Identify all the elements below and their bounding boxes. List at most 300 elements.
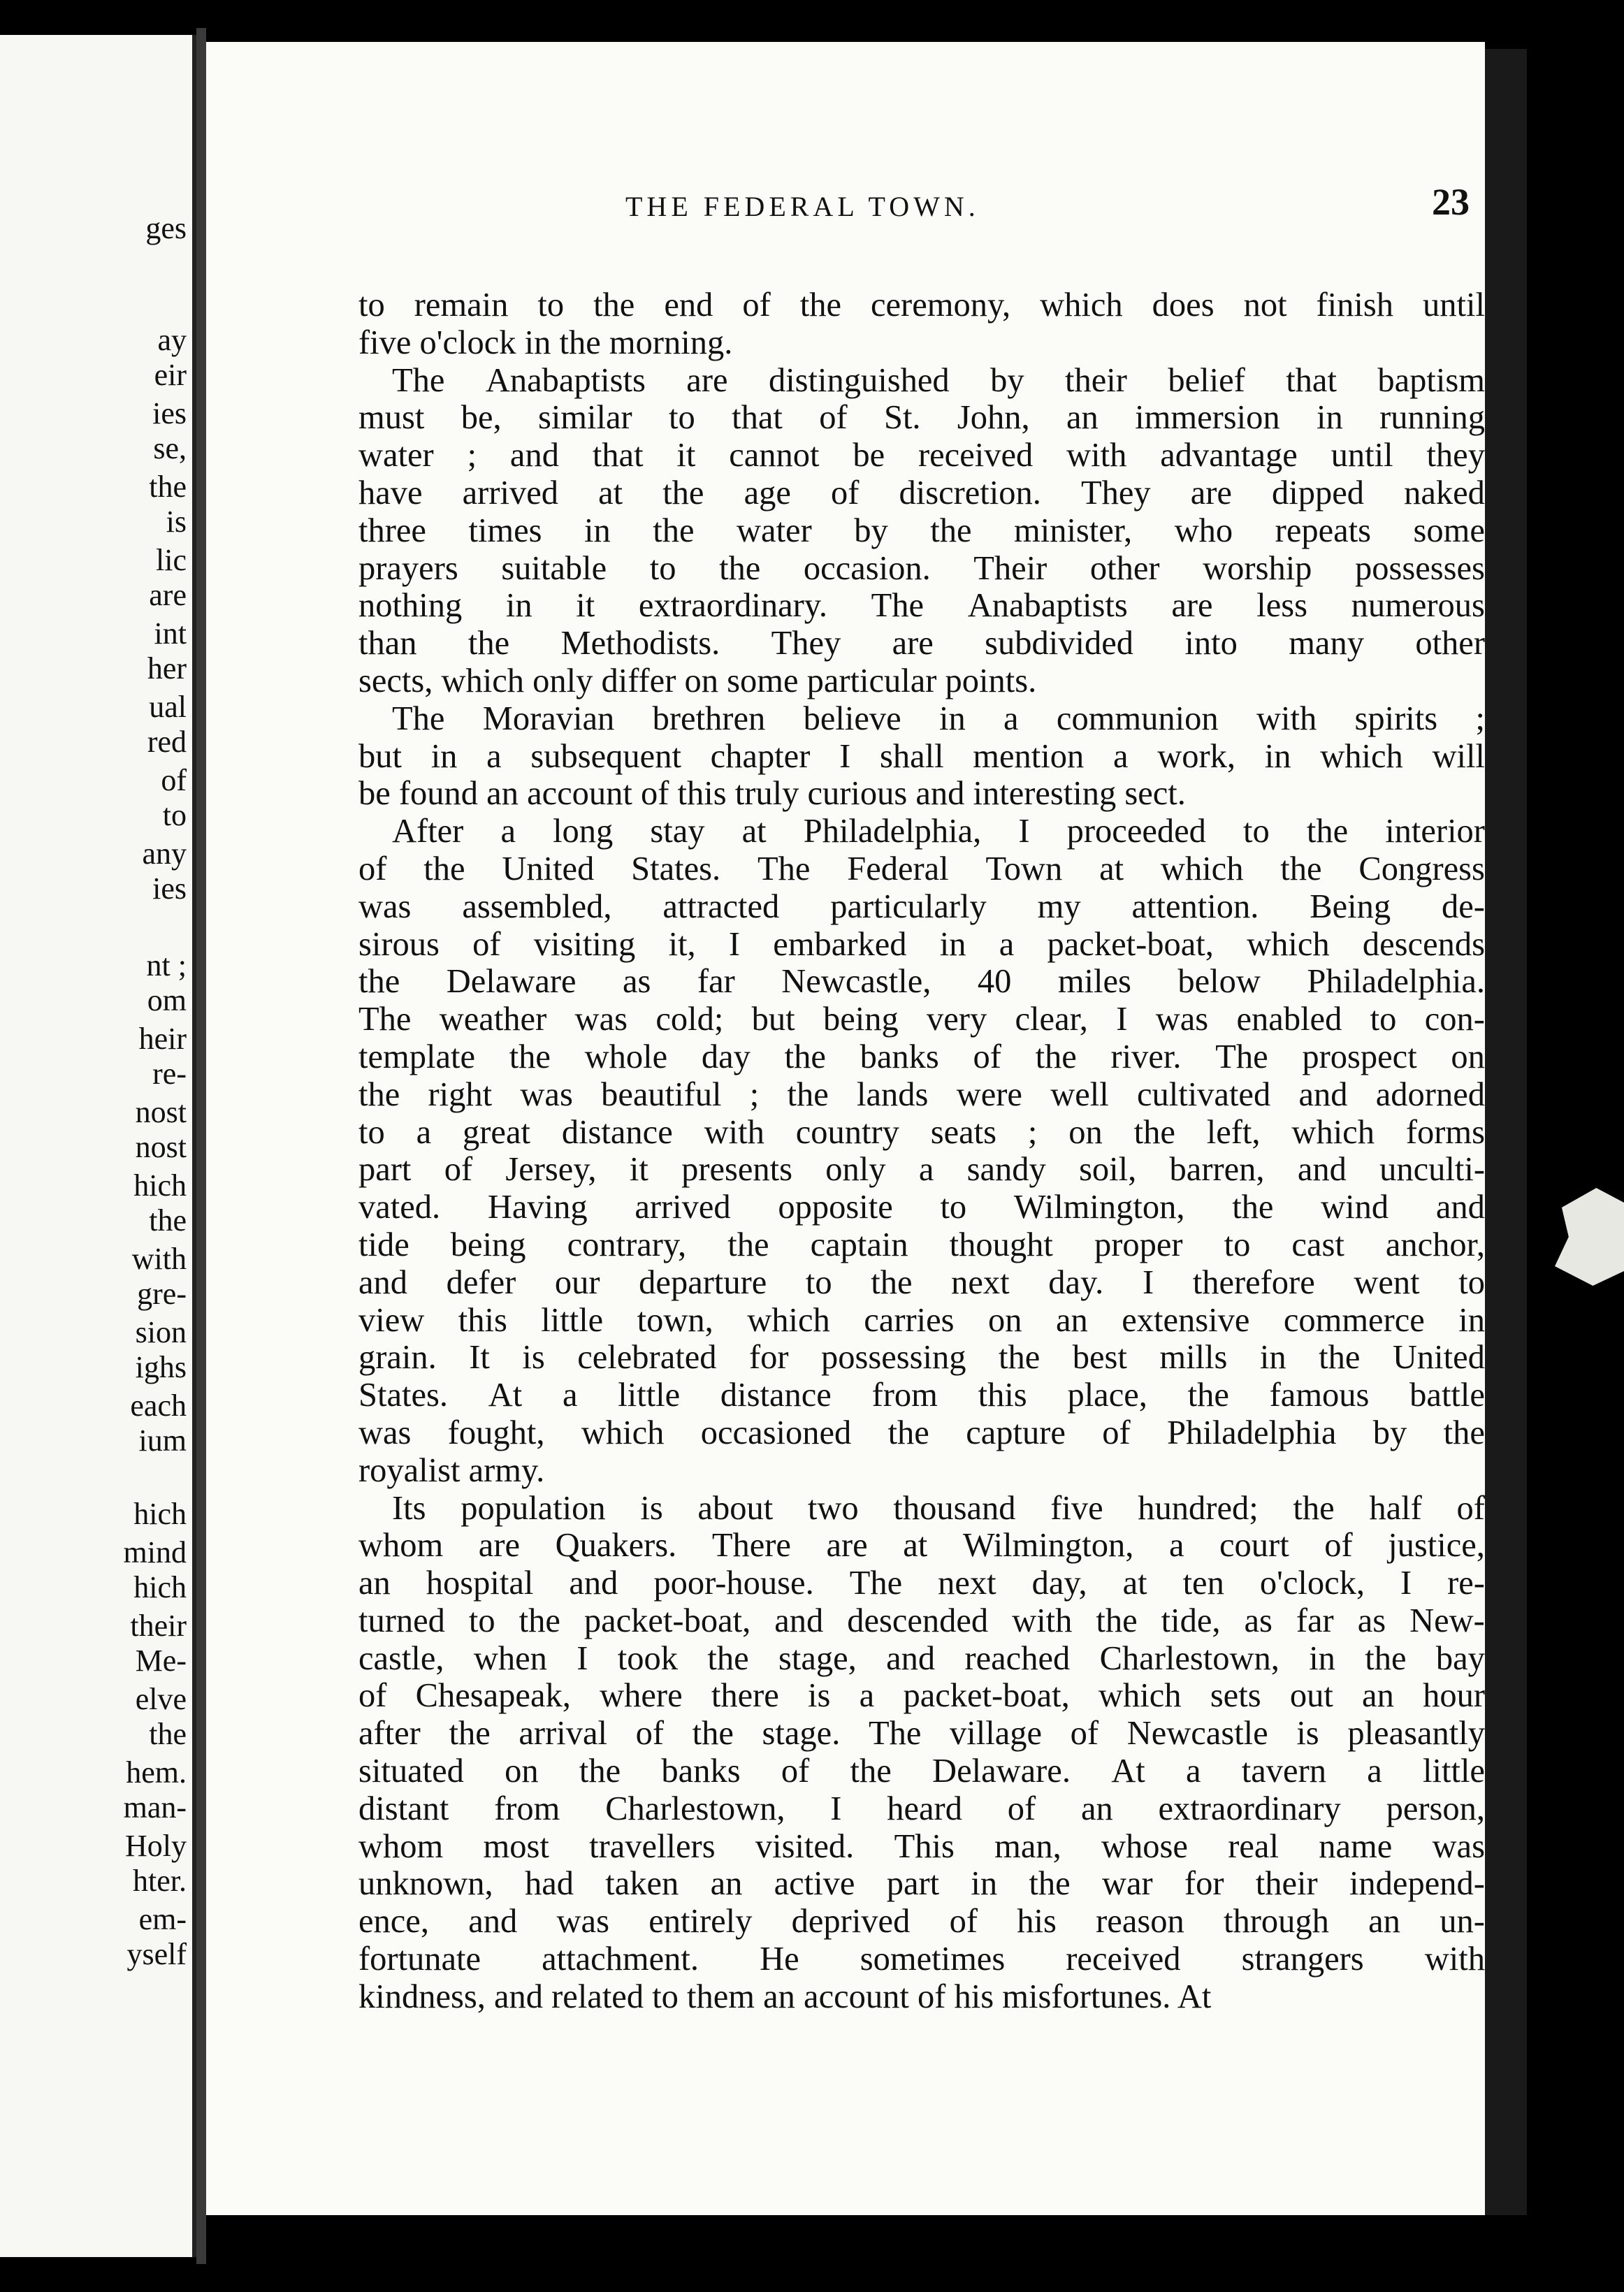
word: of xyxy=(1102,1414,1131,1451)
text-line xyxy=(358,362,1485,400)
word: this xyxy=(978,1377,1027,1414)
word: through xyxy=(1224,1903,1329,1941)
word: The xyxy=(849,1565,903,1602)
word: being xyxy=(450,1226,526,1263)
word: entirely xyxy=(648,1903,753,1941)
word: a xyxy=(500,813,516,850)
left-page-fragment: Holy xyxy=(125,1829,187,1863)
word: I xyxy=(1400,1565,1412,1602)
word: on xyxy=(987,1301,1022,1339)
word: to xyxy=(805,1263,832,1301)
word: of xyxy=(1456,1489,1485,1527)
word: the xyxy=(358,963,400,1001)
word: some xyxy=(1413,512,1485,549)
word: out xyxy=(1289,1677,1333,1715)
word: the xyxy=(707,1639,749,1677)
word: on xyxy=(505,1753,539,1790)
word: was xyxy=(358,887,412,925)
left-page-fragment: any xyxy=(142,836,187,871)
text-line xyxy=(358,1414,1485,1452)
word: captain xyxy=(810,1226,908,1263)
word: of xyxy=(819,399,848,437)
word: de- xyxy=(1441,887,1485,925)
word: Federal xyxy=(847,850,949,887)
word: the xyxy=(358,1075,400,1113)
word: village xyxy=(950,1715,1042,1753)
word: He xyxy=(760,1941,799,1978)
word: thousand xyxy=(893,1489,1016,1527)
left-page-fragment: hich xyxy=(133,1570,187,1604)
word: at xyxy=(1099,850,1124,887)
word: packet-boat, xyxy=(903,1677,1070,1715)
word: opposite xyxy=(778,1189,893,1226)
word: left, xyxy=(1206,1113,1261,1151)
word: stay xyxy=(650,813,705,850)
word: an xyxy=(710,1865,743,1903)
word: strangers xyxy=(1241,1941,1364,1978)
word: long xyxy=(553,813,614,850)
word: clear, xyxy=(1015,1001,1088,1038)
body-text xyxy=(358,286,1485,2016)
word: many xyxy=(1289,625,1364,662)
word: far xyxy=(1296,1602,1334,1639)
word: descended xyxy=(847,1602,989,1639)
word: cultivated xyxy=(1136,1075,1271,1113)
word: who xyxy=(1174,512,1233,549)
text-line: kindness, and related to them an account of his misfortunes. At xyxy=(358,1978,1212,2015)
word: therefore xyxy=(1192,1263,1315,1301)
word: Being xyxy=(1310,887,1391,925)
word: tavern xyxy=(1241,1753,1326,1790)
word: an xyxy=(1055,1301,1088,1339)
left-page-fragment: the xyxy=(149,1203,187,1238)
word: to xyxy=(358,1113,385,1151)
word: their xyxy=(1065,361,1127,399)
word: a xyxy=(999,925,1015,963)
left-page-fragment: hich xyxy=(133,1168,187,1203)
word: little xyxy=(618,1377,681,1414)
word: presents xyxy=(681,1151,793,1189)
word: cast xyxy=(1291,1226,1344,1263)
text-line xyxy=(358,512,1485,550)
word: unculti- xyxy=(1379,1151,1485,1189)
word: not xyxy=(1243,286,1287,324)
word: The xyxy=(392,699,445,737)
text-line xyxy=(358,1001,1485,1038)
word: visited. xyxy=(755,1827,855,1865)
word: Charlestown, xyxy=(1099,1639,1279,1677)
word: three xyxy=(358,512,426,549)
word: town, xyxy=(637,1301,713,1339)
word: At xyxy=(488,1377,523,1414)
word: banks xyxy=(860,1038,939,1075)
word: little xyxy=(1423,1753,1485,1790)
word: spirits xyxy=(1354,699,1438,737)
word: subsequent xyxy=(530,737,681,775)
left-page-fragment: gre- xyxy=(137,1277,187,1311)
word: the xyxy=(509,1038,551,1075)
word: to xyxy=(1224,1226,1251,1263)
word: to xyxy=(537,286,565,324)
word: from xyxy=(494,1790,560,1827)
word: distance xyxy=(561,1113,673,1151)
word: reason xyxy=(1096,1903,1184,1941)
word: are xyxy=(686,361,728,399)
word: brethren xyxy=(652,699,766,737)
book-gutter xyxy=(196,28,206,2264)
word: man, xyxy=(994,1827,1061,1865)
word: an xyxy=(1066,399,1099,437)
word: justice, xyxy=(1388,1527,1485,1565)
left-page-fragment: are xyxy=(149,578,187,612)
word: which xyxy=(1247,925,1330,963)
word: was xyxy=(556,1903,609,1941)
word: It xyxy=(469,1339,490,1377)
word: arrival xyxy=(519,1715,607,1753)
text-line xyxy=(358,850,1485,888)
word: is xyxy=(1296,1715,1319,1753)
left-page-fragment: ium xyxy=(138,1423,187,1458)
text-line xyxy=(358,1828,1485,1866)
running-head: THE FEDERAL TOWN. xyxy=(625,191,980,222)
word: I xyxy=(1116,1001,1128,1038)
word: in xyxy=(1316,399,1343,437)
word: the xyxy=(653,512,695,549)
left-page-fragment: the xyxy=(149,470,187,504)
word: that xyxy=(592,437,644,474)
word: grain. xyxy=(358,1339,437,1377)
word: the xyxy=(998,1339,1041,1377)
text-line xyxy=(358,813,1485,850)
word: Methodists. xyxy=(560,625,720,662)
word: to xyxy=(358,286,385,324)
word: was xyxy=(520,1075,573,1113)
word: it, xyxy=(668,925,696,963)
word: received xyxy=(1066,1941,1181,1978)
word: is xyxy=(522,1339,545,1377)
word: attention. xyxy=(1131,887,1259,925)
text-line xyxy=(358,1114,1485,1152)
word: beautiful xyxy=(601,1075,722,1113)
left-page-fragment: to xyxy=(162,798,187,832)
word: forms xyxy=(1405,1113,1485,1151)
word: with xyxy=(1012,1602,1073,1639)
word: deprived xyxy=(791,1903,911,1941)
word: until xyxy=(1331,437,1393,474)
word: in xyxy=(971,1865,998,1903)
left-page-fragment: hter. xyxy=(133,1864,187,1898)
word: template xyxy=(358,1038,475,1075)
word: in xyxy=(1264,737,1291,775)
word: I xyxy=(1018,813,1030,850)
word: two xyxy=(807,1489,859,1527)
word: day. xyxy=(1048,1263,1104,1301)
word: similar xyxy=(537,399,632,437)
left-page-fragment: nt ; xyxy=(146,948,187,982)
word: next xyxy=(951,1263,1010,1301)
word: right xyxy=(428,1075,493,1113)
word: whom xyxy=(358,1827,444,1865)
word: at xyxy=(903,1527,928,1565)
word: packet-boat, xyxy=(1047,925,1214,963)
word: to xyxy=(1370,1001,1397,1038)
word: name xyxy=(1319,1827,1393,1865)
word: as xyxy=(1357,1602,1386,1639)
left-page-fragment: ighs xyxy=(135,1350,187,1384)
text-line xyxy=(358,399,1485,437)
left-page-fragment: elve xyxy=(135,1682,187,1716)
word: the xyxy=(799,286,841,324)
left-page-fragment: of xyxy=(161,763,187,797)
word: Their xyxy=(973,549,1047,587)
word: proper xyxy=(1094,1226,1183,1263)
word: the xyxy=(850,1753,892,1790)
paper-scrap xyxy=(1555,1188,1624,1286)
word: The xyxy=(392,361,445,399)
left-page-fragment: Me- xyxy=(135,1644,187,1678)
word: of xyxy=(1007,1790,1036,1827)
word: after xyxy=(358,1715,421,1753)
word: are xyxy=(826,1527,868,1565)
left-page-fragment: the xyxy=(149,1717,187,1751)
word: situated xyxy=(358,1753,464,1790)
word: until xyxy=(1423,286,1485,324)
word: contrary, xyxy=(567,1226,687,1263)
word: This xyxy=(894,1827,955,1865)
word: of xyxy=(973,1038,1001,1075)
word: nothing xyxy=(358,587,463,625)
word: most xyxy=(483,1827,549,1865)
word: on xyxy=(1068,1113,1103,1151)
word: believe xyxy=(803,699,901,737)
word: advantage xyxy=(1160,437,1298,474)
word: Town xyxy=(985,850,1063,887)
word: ; xyxy=(1475,699,1485,737)
word: distinguished xyxy=(768,361,950,399)
word: the xyxy=(787,1075,829,1113)
word: best xyxy=(1072,1339,1127,1377)
word: Wilmington, xyxy=(1013,1189,1185,1226)
word: and xyxy=(569,1565,618,1602)
word: shall xyxy=(879,737,944,775)
word: famous xyxy=(1269,1377,1370,1414)
word: be, xyxy=(461,399,502,437)
word: whole xyxy=(584,1038,668,1075)
word: United xyxy=(1392,1339,1485,1377)
word: New- xyxy=(1409,1602,1485,1639)
word: which xyxy=(1160,850,1244,887)
word: the xyxy=(1232,1189,1274,1226)
word: weather xyxy=(439,1001,547,1038)
word: tide, xyxy=(1161,1602,1221,1639)
page-edge-shadow xyxy=(1485,49,1527,2215)
word: and xyxy=(886,1639,936,1677)
word: stage, xyxy=(778,1639,857,1677)
word: Philadelphia xyxy=(1167,1414,1337,1451)
word: They xyxy=(1080,474,1151,512)
text-line xyxy=(358,926,1485,964)
word: the xyxy=(579,1753,621,1790)
word: of xyxy=(444,1151,473,1189)
word: battle xyxy=(1409,1377,1485,1414)
page-number: 23 xyxy=(1432,181,1470,223)
word: which xyxy=(1291,1113,1375,1151)
word: in xyxy=(1309,1639,1335,1677)
word: will xyxy=(1432,737,1485,775)
text-line xyxy=(358,286,1485,324)
word: commerce xyxy=(1283,1301,1425,1339)
word: the xyxy=(784,1038,826,1075)
word: Delaware xyxy=(446,963,577,1001)
word: Quakers. xyxy=(555,1527,677,1565)
word: age xyxy=(744,474,791,512)
word: departure xyxy=(639,1263,767,1301)
word: running xyxy=(1379,399,1485,437)
word: Newcastle xyxy=(1126,1715,1268,1753)
text-line: five o'clock in the morning. xyxy=(358,324,733,361)
word: received xyxy=(918,437,1034,474)
word: five xyxy=(1050,1489,1103,1527)
word: of xyxy=(358,850,387,887)
word: hundred; xyxy=(1138,1489,1259,1527)
word: is xyxy=(640,1489,663,1527)
word: a xyxy=(486,737,502,775)
word: the xyxy=(1293,1489,1335,1527)
word: for xyxy=(1184,1865,1224,1903)
word: about xyxy=(697,1489,774,1527)
word: Moravian xyxy=(482,699,615,737)
left-page-fragment: re- xyxy=(152,1057,187,1091)
word: to xyxy=(1243,813,1270,850)
left-page-fragment: em- xyxy=(138,1902,187,1936)
text-line: be found an account of this truly curious and interesting sect. xyxy=(358,775,1186,813)
word: an xyxy=(1080,1790,1113,1827)
word: which xyxy=(1099,1677,1182,1715)
word: and xyxy=(509,437,559,474)
word: of xyxy=(1324,1527,1353,1565)
word: I xyxy=(1142,1263,1154,1301)
text-line xyxy=(358,1903,1485,1941)
word: whose xyxy=(1101,1827,1188,1865)
word: was xyxy=(358,1414,412,1451)
word: possesses xyxy=(1355,549,1485,587)
word: far xyxy=(697,963,735,1001)
word: Jersey, xyxy=(505,1151,597,1189)
word: it xyxy=(676,437,696,474)
word: independ- xyxy=(1349,1865,1485,1903)
word: chapter xyxy=(710,737,811,775)
word: real xyxy=(1228,1827,1279,1865)
word: descends xyxy=(1362,925,1485,963)
word: The xyxy=(868,1715,922,1753)
word: in xyxy=(584,512,611,549)
text-line xyxy=(358,1527,1485,1565)
word: were xyxy=(956,1075,1022,1113)
word: minister, xyxy=(1014,512,1133,549)
word: at xyxy=(1122,1565,1147,1602)
word: with xyxy=(1424,1941,1485,1978)
text-line xyxy=(358,1151,1485,1189)
left-page-fragment: heir xyxy=(138,1022,187,1056)
word: fought, xyxy=(447,1414,545,1451)
word: the xyxy=(1029,1865,1071,1903)
word: less xyxy=(1256,587,1307,625)
text-line xyxy=(358,1715,1485,1753)
word: place, xyxy=(1067,1377,1147,1414)
word: of xyxy=(949,1903,978,1941)
word: to xyxy=(1458,1263,1485,1301)
word: of xyxy=(830,474,860,512)
word: of xyxy=(742,286,771,324)
word: does xyxy=(1152,286,1215,324)
word: in xyxy=(430,737,458,775)
word: Philadelphia. xyxy=(1307,963,1485,1001)
text-line: sects, which only differ on some particular points. xyxy=(358,662,1037,699)
word: and xyxy=(1297,1151,1347,1189)
word: The xyxy=(1215,1038,1268,1075)
text-line xyxy=(358,437,1485,474)
word: of xyxy=(635,1715,664,1753)
word: there xyxy=(711,1677,779,1715)
word: States. xyxy=(358,1377,448,1414)
word: water xyxy=(737,512,812,549)
word: I xyxy=(830,1790,842,1827)
word: on xyxy=(1451,1038,1485,1075)
word: suitable xyxy=(501,549,607,587)
left-page-fragment: om xyxy=(147,983,187,1017)
word: country xyxy=(795,1113,899,1151)
word: from xyxy=(871,1377,938,1414)
word: Newcastle, xyxy=(781,963,931,1001)
text-line xyxy=(358,1377,1485,1414)
word: a xyxy=(859,1677,875,1715)
word: belief xyxy=(1168,361,1245,399)
word: tide xyxy=(358,1226,409,1263)
left-page-fragment: mind xyxy=(123,1535,187,1569)
word: which xyxy=(747,1301,830,1339)
word: discretion. xyxy=(899,474,1041,512)
word: bay xyxy=(1435,1639,1485,1677)
word: thought xyxy=(949,1226,1053,1263)
word: a xyxy=(1367,1753,1382,1790)
word: other xyxy=(1415,625,1485,662)
word: wind xyxy=(1321,1189,1389,1226)
word: are xyxy=(1171,587,1213,625)
word: my xyxy=(1037,887,1081,925)
word: and xyxy=(358,1263,408,1301)
word: ence, xyxy=(358,1903,429,1941)
word: Anabaptists xyxy=(485,361,646,399)
text-line xyxy=(358,1602,1485,1640)
text-line xyxy=(358,1226,1485,1264)
word: sandy xyxy=(966,1151,1046,1189)
word: of xyxy=(781,1753,810,1790)
word: in xyxy=(505,587,532,625)
word: when xyxy=(473,1639,547,1677)
word: his xyxy=(1017,1903,1057,1941)
word: with xyxy=(704,1113,764,1151)
word: ceremony, xyxy=(870,286,1011,324)
word: but xyxy=(358,737,402,775)
word: little xyxy=(541,1301,604,1339)
word: the xyxy=(519,1602,560,1639)
left-page-fragment: sion xyxy=(135,1315,187,1349)
main-page xyxy=(206,42,1485,2215)
word: the xyxy=(1306,813,1349,850)
left-page-fragment: yself xyxy=(126,1937,187,1971)
left-facing-page xyxy=(0,35,196,2257)
word: whom xyxy=(358,1527,444,1565)
